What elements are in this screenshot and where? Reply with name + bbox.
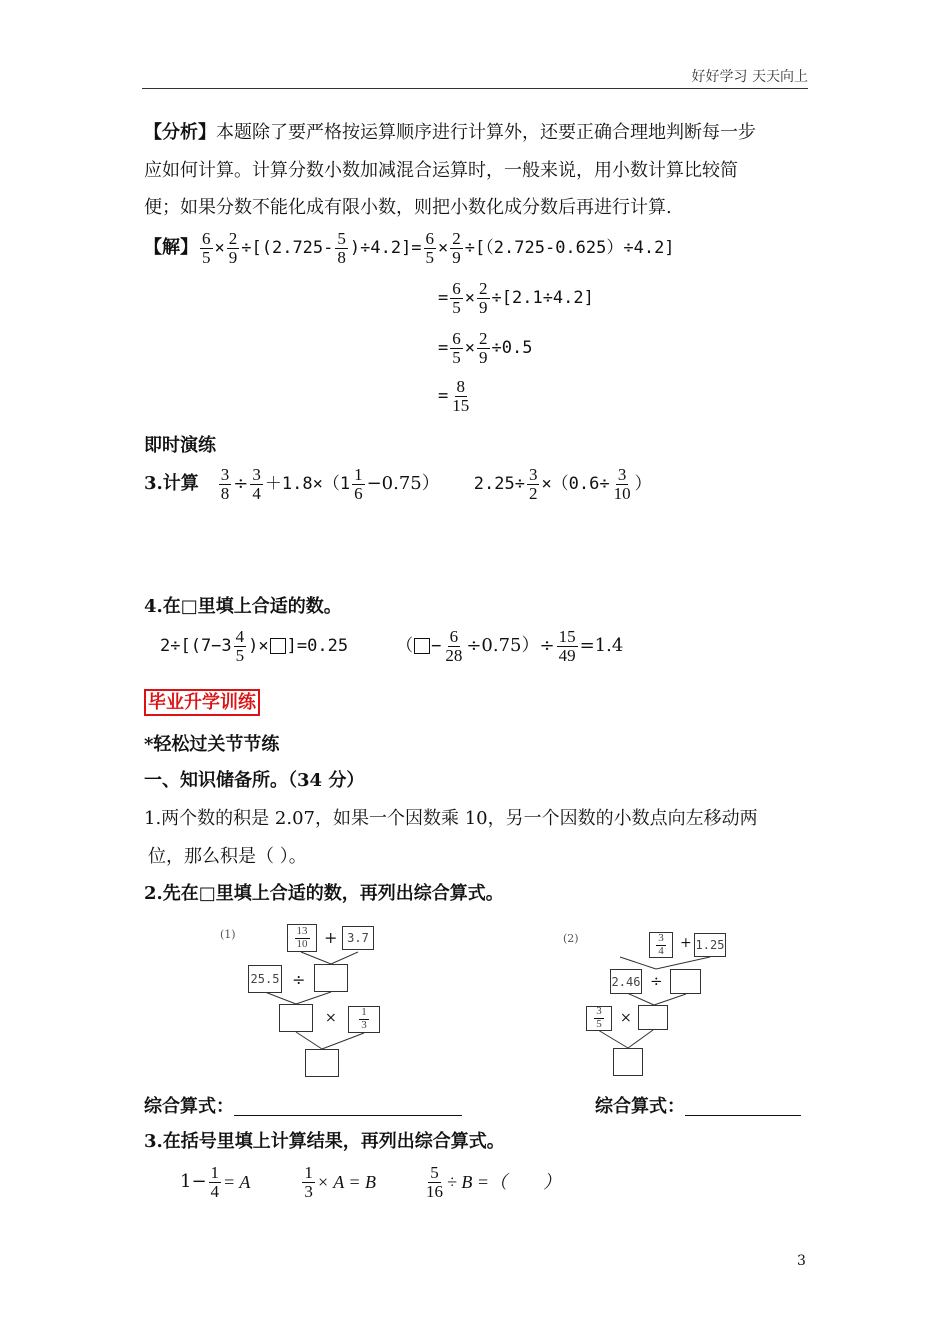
blank-box[interactable] (613, 1048, 643, 1076)
training-badge: 毕业升学训练 (144, 688, 260, 714)
fraction: $\frac{2}{9}$ (228, 229, 238, 267)
diagram-value: 25.5 (248, 965, 282, 993)
section-title: 一、知识储备所。（34 分） (144, 770, 365, 791)
diagram-value: $\frac{3}{5}$ (586, 1006, 612, 1031)
blank-box[interactable] (638, 1005, 668, 1030)
practice-title: 即时演练 (144, 435, 216, 456)
diagram-value: $\frac{1}{3}$ (348, 1006, 380, 1033)
formula-line-1: 综合算式： (144, 1097, 462, 1116)
q3-equations: 1− $\frac{1}{4}$ = A $\frac{1}{3}$ × A = B $\frac{5}{16}$ ÷ B =（ ） (180, 1163, 562, 1201)
solution-line-3: = $\frac{6}{5}$ × $\frac{2}{9}$ ÷ 0.5 (438, 329, 533, 367)
blank-box[interactable] (279, 1004, 313, 1032)
practice-q4-equations: 2÷[(7−3 $\frac{4}{5}$ )× ]=0.25 （ − $\frac{6}{28}$ ÷0.75）÷ $\frac{15}{49}$ =1.4 (160, 627, 624, 665)
analysis-label: 【分析】 (144, 122, 216, 143)
diagram-value: 3.7 (342, 926, 374, 950)
blank-box[interactable] (314, 964, 348, 992)
diagram-value: $\frac{3}{4}$ (649, 932, 673, 958)
blank-box[interactable] (305, 1049, 339, 1077)
q2-title: 2.先在□里填上合适的数，再列出综合算式。 (144, 883, 504, 904)
fraction: $\frac{2}{9}$ (452, 229, 461, 267)
fraction: $\frac{6}{5}$ (425, 229, 435, 267)
practice-q3: 3.计算 $\frac{3}{8}$ ÷ $\frac{3}{4}$ ＋1.8×（1 $\frac{1}{6}$ −0.75） 2.25÷ $\frac{3}{2}$ ×（0.6÷ $\frac{3}{10}$ ） (144, 465, 652, 503)
training-subtitle: *轻松过关节节练 (144, 734, 280, 755)
answer-blank[interactable] (685, 1097, 801, 1116)
fraction: $\frac{6}{5}$ (202, 229, 211, 267)
q3-title: 3.在括号里填上计算结果，再列出综合算式。 (144, 1131, 505, 1152)
analysis-line-2: 应如何计算。计算分数小数加减混合运算时，一般来说，用小数计算比较简 (144, 160, 738, 181)
analysis-line-3: 便；如果分数不能化成有限小数，则把小数化成分数后再进行计算. (144, 197, 672, 218)
blank-box[interactable] (670, 969, 701, 994)
q1-line-1: 1.两个数的积是 2.07，如果一个因数乘 10，另一个因数的小数点向左移动两 (144, 808, 758, 829)
diagram-value: 2.46 (610, 969, 642, 994)
analysis-line-1: 【分析】本题除了要严格按运算顺序进行计算外，还要正确合理地判断每一步 (144, 122, 756, 143)
q1-line-2: 位，那么积是（ ）。 (148, 846, 307, 867)
solution-line-1: 【解】 $\frac{6}{5}$ × $\frac{2}{9}$ ÷ [(2.725- $\frac{5}{8}$ )÷4.2]= $\frac{6}{5}$ × $\frac{2}{9}$ ÷ [（2.725-0.625）÷4.2] (144, 229, 675, 267)
diagram-value: $\frac{13}{10}$ (287, 924, 317, 952)
page-number: 3 (797, 1253, 806, 1269)
practice-q4: 4.在□里填上合适的数。 (144, 596, 342, 617)
solution-result: = $\frac{8}{15}$ (438, 377, 470, 415)
solution-line-2: = $\frac{6}{5}$ × $\frac{2}{9}$ ÷ [2.1÷4.2] (438, 279, 594, 317)
diagram-value: 1.25 (694, 933, 726, 957)
formula-line-2: 综合算式： (595, 1097, 801, 1116)
fraction: $\frac{5}{8}$ (337, 229, 346, 267)
answer-blank[interactable] (234, 1097, 462, 1116)
page-header: 好好学习 天天向上 (691, 69, 808, 85)
